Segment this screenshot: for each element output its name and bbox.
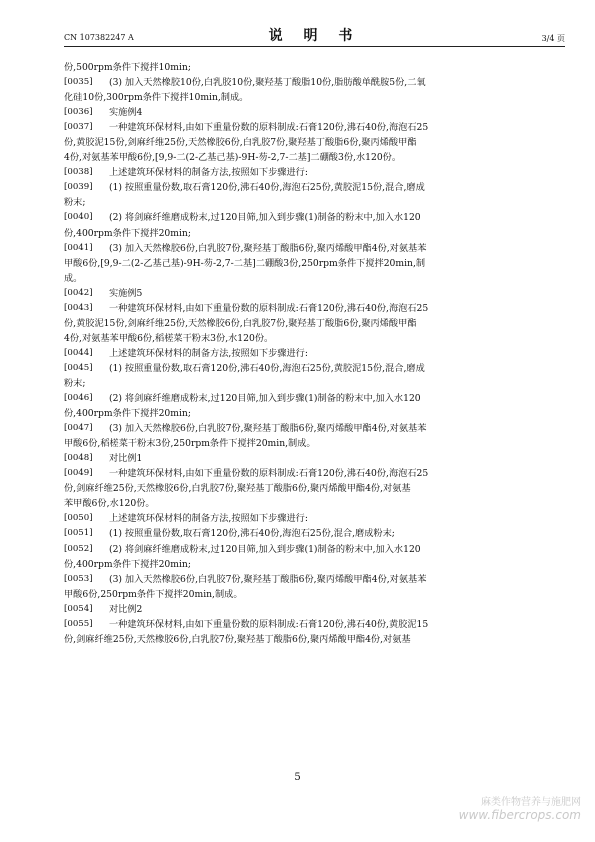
paragraph-number: [0042] xyxy=(64,287,93,298)
text-line: 份,400rpm条件下搅拌20min; xyxy=(64,408,191,420)
paragraph xyxy=(64,466,567,511)
paragraph xyxy=(64,120,567,165)
paragraph-number: [0039] xyxy=(64,182,93,193)
paragraph xyxy=(64,301,567,346)
text-line: 苯甲酸6份,水120份。 xyxy=(64,498,155,510)
paragraph-number: [0035] xyxy=(64,77,93,88)
document-body xyxy=(64,60,567,647)
paragraph-number: [0043] xyxy=(64,302,93,313)
paragraph-text xyxy=(64,602,567,617)
paragraph-text xyxy=(64,241,567,286)
paragraph-number: [0036] xyxy=(64,107,93,118)
paragraph-number: [0047] xyxy=(64,423,93,434)
paragraph xyxy=(64,286,567,301)
text-line: 上述建筑环保材料的制备方法,按照如下步骤进行: xyxy=(109,347,308,359)
paragraph-number: [0054] xyxy=(64,603,93,614)
paragraph xyxy=(64,602,567,617)
paragraph-text xyxy=(64,542,567,572)
paragraph-text xyxy=(64,421,567,451)
page-number: 5 xyxy=(294,772,301,783)
text-line: 对比例2 xyxy=(109,603,143,615)
text-line: 份,黄胶泥15份,剑麻纤维25份,天然橡胶6份,白乳胶7份,聚羟基丁酸脂6份,聚丙烯酸甲酯 xyxy=(64,317,417,329)
paragraph xyxy=(64,421,567,451)
text-line: (3) 加入天然橡胶6份,白乳胶7份,聚羟基丁酸脂6份,聚丙烯酸甲酯4份,对氨基苯 xyxy=(109,573,427,585)
paragraph-text xyxy=(64,165,567,180)
paragraph-number: [0048] xyxy=(64,453,93,464)
text-line: (1) 按照重量份数,取石膏120份,沸石40份,海泡石25份,混合,磨成粉末; xyxy=(109,528,395,540)
paragraph-number: [0040] xyxy=(64,212,93,223)
text-line: (1) 按照重量份数,取石膏120份,沸石40份,海泡石25份,黄胶泥15份,混合,磨成 xyxy=(109,182,425,194)
paragraph-text xyxy=(64,391,567,421)
paragraph xyxy=(64,346,567,361)
watermark xyxy=(459,793,581,822)
paragraph-text xyxy=(64,511,567,526)
paragraph xyxy=(64,572,567,602)
paragraph-text xyxy=(64,361,567,391)
paragraph-number: [0055] xyxy=(64,618,93,629)
text-line: 份,500rpm条件下搅拌10min; xyxy=(64,62,191,73)
text-line: 份,剑麻纤维25份,天然橡胶6份,白乳胶7份,聚羟基丁酸脂6份,聚丙烯酸甲酯4份,对氨基 xyxy=(64,483,411,495)
paragraph-text xyxy=(64,286,567,301)
text-line: 实施例4 xyxy=(109,107,143,119)
paragraph-text xyxy=(64,346,567,361)
document-id: CN 107382247 A xyxy=(64,33,134,42)
paragraph-text xyxy=(64,60,567,75)
text-line: 粉末; xyxy=(64,377,86,389)
text-line: (3) 加入天然橡胶10份,白乳胶10份,聚羟基丁酸脂10份,脂肪酸单酰胺5份,二氧 xyxy=(109,77,426,89)
paragraph-number: [0041] xyxy=(64,242,93,253)
text-line: 一种建筑环保材料,由如下重量份数的原料制成:石膏120份,沸石40份,黄胶泥15 xyxy=(109,618,429,630)
page-indicator: 3/4 页 xyxy=(541,34,565,43)
paragraph xyxy=(64,180,567,210)
paragraph-text xyxy=(64,301,567,346)
paragraph xyxy=(64,210,567,240)
watermark-text: 麻类作物营养与施肥网 xyxy=(481,797,581,808)
text-line: (2) 将剑麻纤维磨成粉末,过120目筛,加入到步骤(1)制备的粉末中,加入水120 xyxy=(109,393,421,405)
paragraph-text xyxy=(64,75,567,105)
text-line: 一种建筑环保材料,由如下重量份数的原料制成:石膏120份,沸石40份,海泡石25 xyxy=(109,122,429,134)
paragraph-number: [0045] xyxy=(64,362,93,373)
paragraph-text xyxy=(64,210,567,240)
paragraph xyxy=(64,617,567,647)
paragraph-number: [0052] xyxy=(64,543,93,554)
text-line: 4份,对氨基苯甲酸6份,稻槎菜干粉末3份,水120份。 xyxy=(64,332,274,344)
text-line: 4份,对氨基苯甲酸6份,[9,9-二(2-乙基己基)-9H-芴-2,7-二基]二硼酸3份,水120份。 xyxy=(64,152,402,164)
paragraph-text xyxy=(64,617,567,647)
text-line: (2) 将剑麻纤维磨成粉末,过120目筛,加入到步骤(1)制备的粉末中,加入水120 xyxy=(109,212,421,224)
paragraph xyxy=(64,511,567,526)
text-line: 甲酸6份,[9,9-二(2-乙基己基)-9H-芴-2,7-二基]二硼酸3份,250rpm条件下搅拌20min,制 xyxy=(64,257,426,269)
text-line: 对比例1 xyxy=(109,453,143,465)
paragraph xyxy=(64,105,567,120)
text-line: 成。 xyxy=(64,272,83,284)
text-line: 甲酸6份,稻槎菜干粉末3份,250rpm条件下搅拌20min,制成。 xyxy=(64,438,316,450)
paragraph xyxy=(64,75,567,105)
paragraph-text xyxy=(64,180,567,210)
text-line: 份,400rpm条件下搅拌20min; xyxy=(64,558,191,570)
text-line: 上述建筑环保材料的制备方法,按照如下步骤进行: xyxy=(109,167,308,179)
text-line: 一种建筑环保材料,由如下重量份数的原料制成:石膏120份,沸石40份,海泡石25 xyxy=(109,468,429,480)
text-line: 实施例5 xyxy=(109,287,143,299)
paragraph-number: [0051] xyxy=(64,528,93,539)
paragraph xyxy=(64,526,567,541)
text-line: 甲酸6份,250rpm条件下搅拌20min,制成。 xyxy=(64,588,243,600)
paragraph-text xyxy=(64,120,567,165)
paragraph xyxy=(64,361,567,391)
watermark-url: www.fibercrops.com xyxy=(458,808,581,822)
paragraph-number: [0037] xyxy=(64,122,93,133)
text-line: (1) 按照重量份数,取石膏120份,沸石40份,海泡石25份,黄胶泥15份,混合,磨成 xyxy=(109,362,425,374)
paragraph-number: [0038] xyxy=(64,167,93,178)
page-header xyxy=(64,24,565,47)
text-line: 粉末; xyxy=(64,197,86,209)
text-line: 份,剑麻纤维25份,天然橡胶6份,白乳胶7份,聚羟基丁酸脂6份,聚丙烯酸甲酯4份,对氨基 xyxy=(64,633,411,645)
page-title: 说 明 书 xyxy=(268,28,361,44)
paragraph xyxy=(64,241,567,286)
paragraph xyxy=(64,165,567,180)
text-line: 化硅10份,300rpm条件下搅拌10min,制成。 xyxy=(64,92,249,104)
text-line: (3) 加入天然橡胶6份,白乳胶7份,聚羟基丁酸脂6份,聚丙烯酸甲酯4份,对氨基苯 xyxy=(109,242,427,254)
paragraph-number: [0053] xyxy=(64,573,93,584)
paragraph xyxy=(64,60,567,75)
paragraph-text xyxy=(64,105,567,120)
text-line: (3) 加入天然橡胶6份,白乳胶7份,聚羟基丁酸脂6份,聚丙烯酸甲酯4份,对氨基苯 xyxy=(109,423,427,435)
paragraph-text xyxy=(64,466,567,511)
paragraph xyxy=(64,542,567,572)
text-line: 份,黄胶泥15份,剑麻纤维25份,天然橡胶6份,白乳胶7份,聚羟基丁酸脂6份,聚丙烯酸甲酯 xyxy=(64,137,417,149)
paragraph-number: [0049] xyxy=(64,468,93,479)
paragraph xyxy=(64,391,567,421)
text-line: 上述建筑环保材料的制备方法,按照如下步骤进行: xyxy=(109,513,308,525)
paragraph-text xyxy=(64,572,567,602)
paragraph xyxy=(64,451,567,466)
paragraph-number: [0044] xyxy=(64,347,93,358)
text-line: (2) 将剑麻纤维磨成粉末,过120目筛,加入到步骤(1)制备的粉末中,加入水120 xyxy=(109,543,421,555)
paragraph-number: [0046] xyxy=(64,393,93,404)
text-line: 份,400rpm条件下搅拌20min; xyxy=(64,227,191,239)
paragraph-number: [0050] xyxy=(64,513,93,524)
text-line: 一种建筑环保材料,由如下重量份数的原料制成:石膏120份,沸石40份,海泡石25 xyxy=(109,302,429,314)
paragraph-text xyxy=(64,451,567,466)
paragraph-text xyxy=(64,526,567,541)
